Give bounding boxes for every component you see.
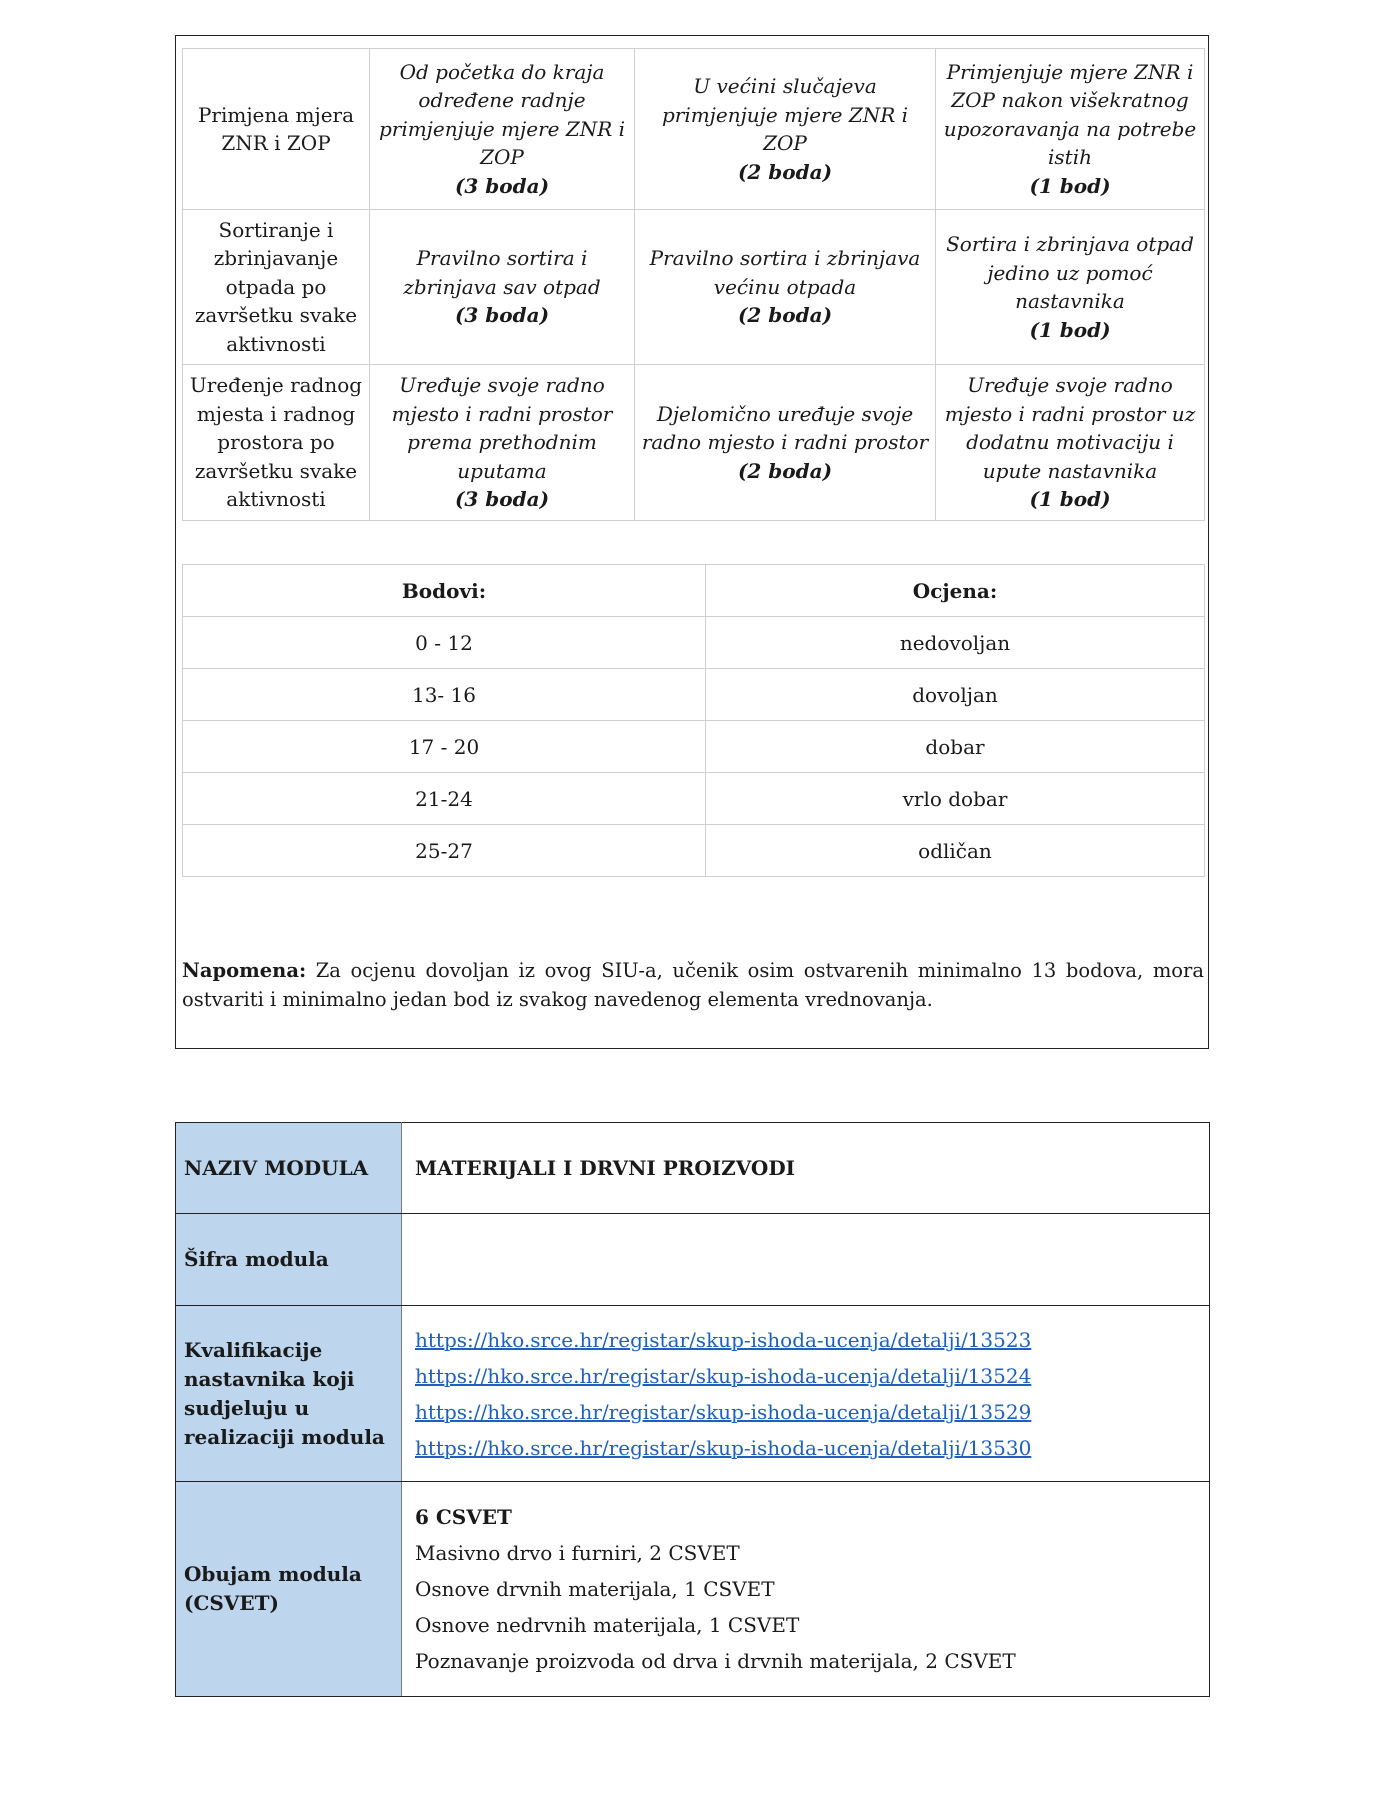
assessment-box	[175, 35, 1209, 1049]
level-points: (1 bod)	[1029, 173, 1111, 198]
module-name-label: NAZIV MODULA	[176, 1123, 402, 1214]
level-text: Od početka do kraja određene radnje primjenjuje mjere ZNR i ZOP	[378, 59, 626, 170]
level-points: (3 boda)	[454, 487, 550, 512]
grade-value: dovoljan	[706, 669, 1205, 721]
qualification-link[interactable]: https://hko.srce.hr/registar/skup-ishoda-ucenja/detalji/13530	[415, 1435, 1032, 1460]
qualifications-row	[176, 1306, 1210, 1482]
qualifications-links	[402, 1306, 1210, 1482]
module-code-label: Šifra modula	[176, 1214, 402, 1306]
qualification-link[interactable]: https://hko.srce.hr/registar/skup-ishoda-ucenja/detalji/13524	[415, 1363, 1032, 1388]
grade-header: Ocjena:	[706, 565, 1205, 617]
rubric-level-3	[370, 49, 635, 210]
grade-value: dobar	[706, 721, 1205, 773]
volume-item: Poznavanje proizvoda od drva i drvnih materijala, 2 CSVET	[415, 1649, 1016, 1673]
note-paragraph	[182, 956, 1204, 1014]
points-range: 25-27	[183, 825, 706, 877]
points-range: 21-24	[183, 773, 706, 825]
rubric-level-2	[635, 210, 936, 365]
grade-scale-table	[182, 564, 1205, 877]
level-points: (2 boda)	[737, 303, 833, 328]
points-range: 17 - 20	[183, 721, 706, 773]
rubric-level-3	[370, 365, 635, 521]
rubric-level-2	[635, 365, 936, 521]
rubric-criterion: Sortiranje i zbrinjavanje otpada po završetku svake aktivnosti	[183, 210, 370, 365]
module-volume-value	[402, 1482, 1210, 1697]
grade-value: vrlo dobar	[706, 773, 1205, 825]
note-text: Za ocjenu dovoljan iz ovog SIU-a, učenik osim ostvarenih minimalno 13 bodova, mora ostvariti i minimalno jedan bod iz svakog navedenog elementa vrednovanja.	[182, 958, 1204, 1011]
rubric-level-1	[936, 210, 1205, 365]
level-text: U većini slučajeva primjenjuje mjere ZNR i ZOP	[661, 74, 909, 155]
module-code-value	[402, 1214, 1210, 1306]
level-points: (2 boda)	[737, 458, 833, 483]
level-text: Sortira i zbrinjava otpad jedino uz pomoć nastavnika	[946, 232, 1194, 313]
level-points: (3 boda)	[454, 173, 550, 198]
volume-item: Osnove nedrvnih materijala, 1 CSVET	[415, 1613, 800, 1637]
grade-row	[183, 773, 1205, 825]
rubric-table	[182, 48, 1205, 521]
rubric-row	[183, 210, 1205, 365]
rubric-level-1	[936, 365, 1205, 521]
module-info-table	[175, 1122, 1210, 1697]
level-text: Primjenjuje mjere ZNR i ZOP nakon višekratnog upozoravanja na potrebe istih	[943, 59, 1197, 170]
volume-total: 6 CSVET	[415, 1505, 512, 1529]
level-text: Uređuje svoje radno mjesto i radni prostor uz dodatnu motivaciju i upute nastavnika	[944, 373, 1196, 483]
grade-row	[183, 721, 1205, 773]
grade-row	[183, 825, 1205, 877]
level-text: Pravilno sortira i zbrinjava sav otpad	[403, 246, 601, 299]
level-text: Pravilno sortira i zbrinjava većinu otpada	[649, 246, 921, 299]
points-header: Bodovi:	[183, 565, 706, 617]
rubric-row	[183, 365, 1205, 521]
module-code-row	[176, 1214, 1210, 1306]
qualification-link[interactable]: https://hko.srce.hr/registar/skup-ishoda-ucenja/detalji/13529	[415, 1399, 1032, 1424]
level-points: (1 bod)	[1029, 317, 1111, 342]
level-points: (2 boda)	[737, 159, 833, 184]
qualifications-label: Kvalifikacije nastavnika koji sudjeluju u realizaciji modula	[176, 1306, 402, 1482]
volume-item: Osnove drvnih materijala, 1 CSVET	[415, 1577, 775, 1601]
grade-header-row	[183, 565, 1205, 617]
points-range: 0 - 12	[183, 617, 706, 669]
rubric-level-3	[370, 210, 635, 365]
volume-item: Masivno drvo i furniri, 2 CSVET	[415, 1541, 740, 1565]
points-range: 13- 16	[183, 669, 706, 721]
rubric-row	[183, 49, 1205, 210]
module-volume-row	[176, 1482, 1210, 1697]
qualification-link[interactable]: https://hko.srce.hr/registar/skup-ishoda-ucenja/detalji/13523	[415, 1327, 1032, 1352]
level-text: Uređuje svoje radno mjesto i radni prostor prema prethodnim uputama	[391, 373, 613, 483]
rubric-level-2	[635, 49, 936, 210]
note-label: Napomena:	[182, 958, 307, 982]
module-name-row	[176, 1123, 1210, 1214]
module-name-value: MATERIJALI I DRVNI PROIZVODI	[402, 1123, 1210, 1214]
grade-row	[183, 617, 1205, 669]
module-volume-label: Obujam modula (CSVET)	[176, 1482, 402, 1697]
rubric-level-1	[936, 49, 1205, 210]
level-points: (1 bod)	[1029, 487, 1111, 512]
level-text: Djelomično uređuje svoje radno mjesto i radni prostor	[641, 401, 929, 455]
rubric-criterion: Uređenje radnog mjesta i radnog prostora po završetku svake aktivnosti	[183, 365, 370, 521]
grade-value: nedovoljan	[706, 617, 1205, 669]
rubric-criterion: Primjena mjera ZNR i ZOP	[183, 49, 370, 210]
grade-row	[183, 669, 1205, 721]
level-points: (3 boda)	[454, 303, 550, 328]
grade-value: odličan	[706, 825, 1205, 877]
